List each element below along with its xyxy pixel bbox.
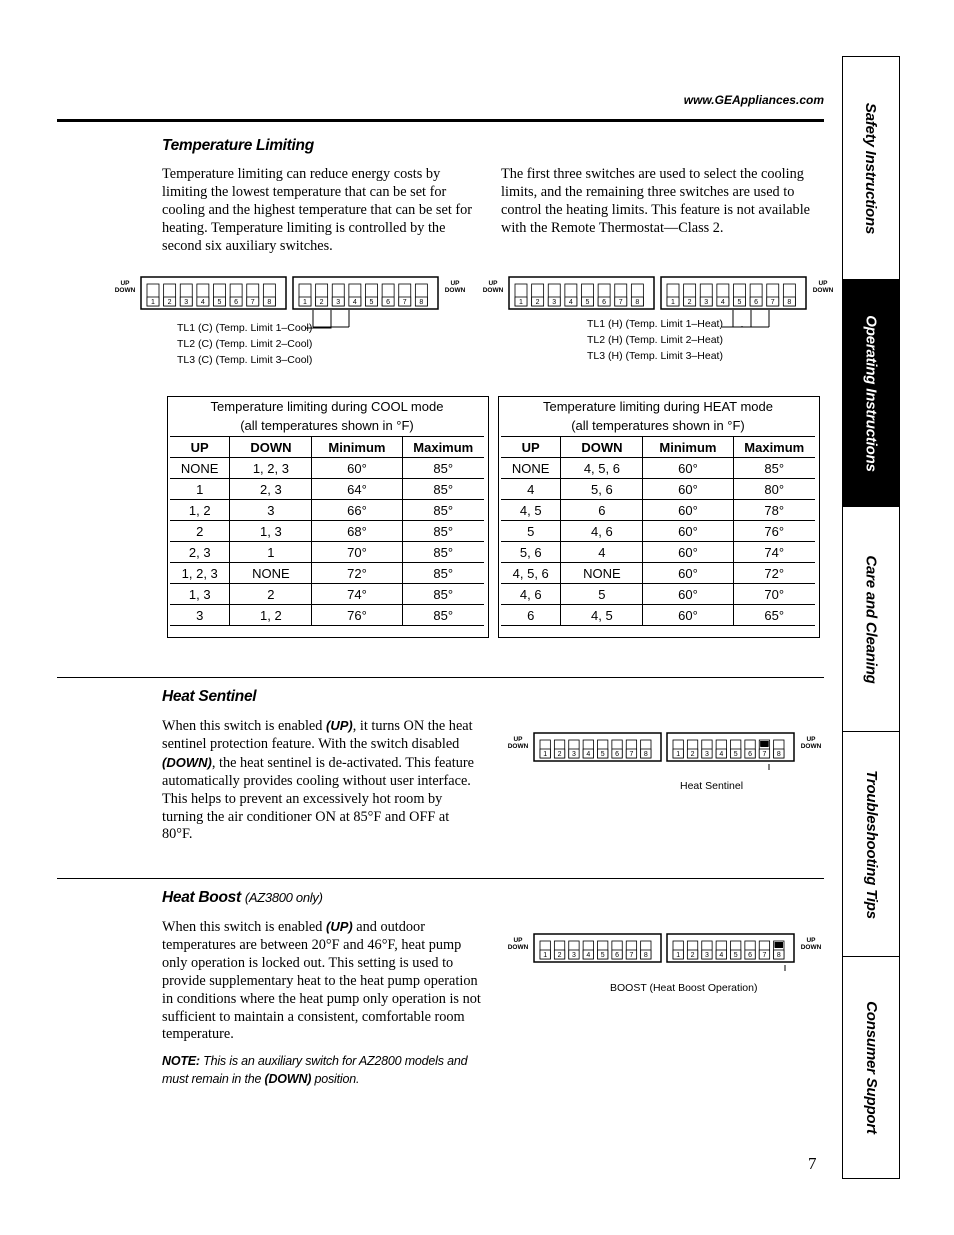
dip-switch-number: 7 — [618, 299, 623, 306]
dip-switch-number: 7 — [762, 952, 767, 959]
table-cell: 3 — [230, 500, 312, 521]
dip-switch-number: 1 — [519, 299, 523, 306]
table-row — [501, 458, 815, 479]
table-cell: 74° — [312, 584, 402, 605]
dip-switch-number: 3 — [571, 751, 576, 758]
table-cell: 66° — [312, 500, 402, 521]
table-cell: 1, 2, 3 — [230, 458, 312, 479]
table-cell: 85° — [402, 605, 484, 626]
dip-switch-number: 7 — [770, 299, 775, 306]
table-cell: 65° — [733, 605, 815, 626]
svg-text:DOWN: DOWN — [800, 944, 822, 951]
table-row — [170, 479, 484, 500]
heat-callout-bracket — [722, 326, 762, 366]
svg-text:DOWN: DOWN — [114, 287, 136, 294]
table-cell: 4, 5 — [561, 605, 643, 626]
table-cell: 1, 2, 3 — [170, 563, 230, 584]
table-cell: 76° — [733, 521, 815, 542]
dip-switch-number: 5 — [585, 299, 590, 306]
dip-switch-number: 1 — [543, 751, 548, 758]
table-header-cell: DOWN — [230, 437, 312, 458]
svg-text:DOWN: DOWN — [800, 743, 822, 750]
svg-text:UP: UP — [513, 937, 523, 944]
dip-switch-number: 1 — [543, 952, 548, 959]
svg-text:UP: UP — [488, 280, 498, 287]
table-row — [501, 542, 815, 563]
up-down-label-left — [508, 736, 529, 750]
table-cell: 85° — [402, 479, 484, 500]
table-cell: NONE — [501, 458, 561, 479]
table-cell: 2 — [230, 584, 312, 605]
dip-bank-2 — [293, 277, 438, 309]
dip-switch-number: 4 — [200, 299, 205, 306]
table-cell: 5, 6 — [561, 479, 643, 500]
side-tab-column — [842, 56, 900, 1179]
heat-boost-text: When this switch is enabled (UP) and outdoor temperatures are between 20°F and 46°F, heat pump only operation is locked out. This setting is used to provide supplementary heat to the heat pump operation in conditions where the heat pump only operation is not sufficient to maintain a consistent, comfortable room temperature. — [162, 919, 481, 1043]
table-cell: 85° — [402, 542, 484, 563]
dip-bank-2 — [667, 934, 794, 962]
table-cell: 2, 3 — [230, 479, 312, 500]
table-cell: 6 — [501, 605, 561, 626]
dip-bank-1 — [534, 733, 661, 761]
table-cell: 60° — [643, 605, 733, 626]
callout-tl3-heat: TL3 (H) (Temp. Limit 3–Heat) — [587, 350, 723, 362]
table-cell: 1, 2 — [170, 500, 230, 521]
dip-switch-number: 5 — [600, 952, 605, 959]
dip-bank-2 — [667, 733, 794, 761]
table-cell: 4, 5, 6 — [561, 458, 643, 479]
dip-switch-number: 4 — [719, 751, 724, 758]
table-header-cell: Minimum — [643, 437, 733, 458]
dip-switch-number: 4 — [719, 952, 724, 959]
dip-switch-number: 1 — [303, 299, 307, 306]
dip-switch-number: 1 — [671, 299, 675, 306]
table-cell: 85° — [402, 584, 484, 605]
up-down-label-right — [801, 937, 822, 951]
table-cell: 85° — [733, 458, 815, 479]
cool-table-caption-2: (all temperatures shown in °F) — [240, 418, 414, 433]
header-rule — [57, 119, 824, 122]
dip-switch-number: 8 — [776, 952, 781, 959]
dip-switch-number: 3 — [571, 952, 576, 959]
dip-switch-number: 6 — [748, 751, 753, 758]
up-down-label-left — [508, 937, 529, 951]
table-header-cell: Minimum — [312, 437, 402, 458]
table-cell: 68° — [312, 521, 402, 542]
dip-switch-number: 5 — [600, 751, 605, 758]
table-cell: 85° — [402, 500, 484, 521]
table-header-cell: DOWN — [561, 437, 643, 458]
section-divider-2 — [57, 878, 824, 879]
svg-text:DOWN: DOWN — [507, 743, 529, 750]
table-cell: 3 — [170, 605, 230, 626]
table-cell: NONE — [170, 458, 230, 479]
tab-troubleshooting-tips[interactable]: Troubleshooting Tips — [843, 732, 899, 957]
table-cell: 2, 3 — [170, 542, 230, 563]
dip-switch-number: 6 — [615, 751, 620, 758]
table-cell: 74° — [733, 542, 815, 563]
callout-tl2-cool: TL2 (C) (Temp. Limit 2–Cool) — [177, 338, 313, 350]
dip-switch-number: 5 — [733, 751, 738, 758]
dip-switch-number: 1 — [151, 299, 155, 306]
table-cell: 85° — [402, 563, 484, 584]
dip-switch-number: 8 — [776, 751, 781, 758]
table-row — [170, 605, 484, 626]
dip-switch-number: 5 — [217, 299, 222, 306]
dip-switch-number: 6 — [748, 952, 753, 959]
cool-mode-table — [170, 396, 484, 626]
table-cell: 72° — [312, 563, 402, 584]
dip-switch-number: 6 — [754, 299, 759, 306]
table-cell: 60° — [312, 458, 402, 479]
heat-boost-heading: Heat Boost (AZ3800 only) — [162, 889, 323, 906]
page-number: 7 — [808, 1154, 817, 1173]
table-cell: 1, 3 — [170, 584, 230, 605]
table-cell: 5 — [561, 584, 643, 605]
table-row — [170, 500, 484, 521]
table-cell: 76° — [312, 605, 402, 626]
dip-switch-diagram-cool — [110, 274, 472, 334]
heat-boost-note: NOTE: This is an auxiliary switch for AZ2800 models and must remain in the (DOWN) position. — [162, 1054, 468, 1086]
dip-switch-number: 3 — [704, 952, 709, 959]
dip-switch-number: 2 — [557, 751, 562, 758]
svg-text:DOWN: DOWN — [444, 287, 466, 294]
up-down-label-left — [115, 280, 136, 294]
table-cell: 80° — [733, 479, 815, 500]
callout-tl1-heat: TL1 (H) (Temp. Limit 1–Heat) — [587, 318, 723, 330]
table-row — [170, 563, 484, 584]
dip-switch-number: 6 — [602, 299, 607, 306]
table-cell: 60° — [643, 500, 733, 521]
dip-switch-number: 4 — [352, 299, 357, 306]
dip-switch-number: 8 — [643, 952, 648, 959]
dip-bank-1 — [141, 277, 286, 309]
dip-switch-number: 5 — [737, 299, 742, 306]
table-row — [501, 563, 815, 584]
dip-switch-number: 2 — [690, 751, 695, 758]
dip-switch-number: 1 — [676, 952, 681, 959]
dip-switch-number: 3 — [704, 299, 709, 306]
table-cell: 4, 6 — [501, 584, 561, 605]
table-cell: 5 — [501, 521, 561, 542]
cool-callout-bracket — [305, 326, 345, 366]
dip-switch-number: 8 — [635, 299, 640, 306]
heat-table-caption-2: (all temperatures shown in °F) — [571, 418, 745, 433]
table-cell: NONE — [561, 563, 643, 584]
table-row — [170, 584, 484, 605]
table-header-cell: UP — [501, 437, 561, 458]
dip-switch-number: 7 — [629, 952, 634, 959]
dip-switch-number: 2 — [557, 952, 562, 959]
table-row — [501, 500, 815, 521]
tab-consumer-support[interactable]: Consumer Support — [862, 1001, 880, 1134]
dip-switch-number: 4 — [568, 299, 573, 306]
section-divider-1 — [57, 677, 824, 678]
table-row — [170, 542, 484, 563]
heat-sentinel-callout: Heat Sentinel — [680, 780, 744, 792]
dip-switch-diagram-heat — [478, 274, 840, 334]
up-down-label-left — [483, 280, 504, 294]
dip-switch-number: 8 — [787, 299, 792, 306]
table-cell: 85° — [402, 521, 484, 542]
dip-bank-2 — [661, 277, 806, 309]
svg-text:UP: UP — [806, 736, 816, 743]
dip-switch-number: 4 — [586, 952, 591, 959]
dip-switch-number: 6 — [615, 952, 620, 959]
dip-switch-number: 2 — [167, 299, 172, 306]
dip-switch-diagram-heat-boost — [503, 931, 823, 971]
table-row — [170, 521, 484, 542]
svg-text:UP: UP — [120, 280, 130, 287]
dip-switch-number: 3 — [704, 751, 709, 758]
tab-safety-instructions[interactable]: Safety Instructions — [843, 57, 899, 280]
up-down-label-right — [801, 736, 822, 750]
dip-switch-number: 7 — [402, 299, 407, 306]
dip-switch-number: 6 — [234, 299, 239, 306]
dip-bank-1 — [509, 277, 654, 309]
table-header-cell: Maximum — [402, 437, 484, 458]
heat-mode-table — [501, 396, 815, 626]
svg-text:UP: UP — [513, 736, 523, 743]
table-header-cell: Maximum — [733, 437, 815, 458]
table-cell: 1, 2 — [230, 605, 312, 626]
svg-text:DOWN: DOWN — [812, 287, 834, 294]
table-cell: 4 — [561, 542, 643, 563]
dip-switch-number: 3 — [184, 299, 189, 306]
svg-text:UP: UP — [818, 280, 828, 287]
dip-switch-number: 2 — [687, 299, 692, 306]
heat-boost-model-note: (AZ3800 only) — [244, 890, 323, 905]
temperature-limiting-text-right: The first three switches are used to select the cooling limits, and the remaining three switches are used to control the heating limits. This feature is not available with the Remote Thermostat—Class 2. — [501, 166, 811, 236]
dip-switch-number: 4 — [720, 299, 725, 306]
table-cell: 6 — [561, 500, 643, 521]
table-cell: 70° — [312, 542, 402, 563]
svg-text:UP: UP — [806, 937, 816, 944]
temperature-limiting-heading: Temperature Limiting — [162, 137, 314, 154]
dip-switch-number: 7 — [250, 299, 255, 306]
table-cell: 1, 3 — [230, 521, 312, 542]
dip-switch-diagram-heat-sentinel — [503, 730, 823, 770]
dip-switch-number: 2 — [535, 299, 540, 306]
table-cell: 85° — [402, 458, 484, 479]
svg-text:UP: UP — [450, 280, 460, 287]
table-header-cell: UP — [170, 437, 230, 458]
callout-tl2-heat: TL2 (H) (Temp. Limit 2–Heat) — [587, 334, 723, 346]
table-cell: 4, 6 — [561, 521, 643, 542]
callout-tl1-cool: TL1 (C) (Temp. Limit 1–Cool) — [177, 322, 313, 334]
heat-table-caption-1: Temperature limiting during HEAT mode — [542, 399, 773, 414]
website-url: www.GEAppliances.com — [683, 93, 824, 107]
table-cell: 70° — [733, 584, 815, 605]
table-cell: 1 — [170, 479, 230, 500]
heat-boost-callout: BOOST (Heat Boost Operation) — [610, 982, 758, 994]
dip-switch-number: 2 — [690, 952, 695, 959]
svg-text:DOWN: DOWN — [507, 944, 529, 951]
tab-care-and-cleaning[interactable]: Care and Cleaning — [843, 507, 899, 732]
table-row — [501, 479, 815, 500]
dip-switch-number: 4 — [586, 751, 591, 758]
table-cell: 60° — [643, 458, 733, 479]
table-cell: 60° — [643, 479, 733, 500]
dip-switch-number: 5 — [733, 952, 738, 959]
table-cell: 60° — [643, 584, 733, 605]
table-cell: 5, 6 — [501, 542, 561, 563]
table-cell: 1 — [230, 542, 312, 563]
table-cell: 4 — [501, 479, 561, 500]
tab-operating-instructions[interactable]: Operating Instructions — [843, 280, 899, 507]
table-cell: 60° — [643, 521, 733, 542]
table-cell: 2 — [170, 521, 230, 542]
heat-sentinel-text: When this switch is enabled (UP), it turns ON the heat sentinel protection feature. With the switch disabled (DOWN), the heat sentinel is de-activated. This feature automatically provides cooling without user interface. This helps to prevent an excessively hot room by turning the air conditioner ON at 85°F and OFF at 80°F. — [162, 718, 474, 843]
table-cell: 4, 5 — [501, 500, 561, 521]
dip-switch-number: 5 — [369, 299, 374, 306]
table-cell: 60° — [643, 542, 733, 563]
dip-switch-number: 7 — [762, 751, 767, 758]
table-cell: 4, 5, 6 — [501, 563, 561, 584]
dip-switch-number: 6 — [386, 299, 391, 306]
temperature-limiting-text-left: Temperature limiting can reduce energy costs by limiting the lowest temperature that can be set for cooling and the highest temperature that can be set for heating. Temperature limiting is controlled by the second six auxiliary switches. — [162, 166, 473, 254]
table-cell: 72° — [733, 563, 815, 584]
dip-switch-number: 8 — [267, 299, 272, 306]
table-cell: 78° — [733, 500, 815, 521]
table-cell: NONE — [230, 563, 312, 584]
dip-switch-number: 2 — [319, 299, 324, 306]
table-row — [501, 584, 815, 605]
dip-switch-number: 8 — [419, 299, 424, 306]
up-down-label-right — [813, 280, 834, 294]
table-cell: 64° — [312, 479, 402, 500]
table-row — [501, 521, 815, 542]
dip-switch-number: 3 — [552, 299, 557, 306]
dip-switch-number: 3 — [336, 299, 341, 306]
table-cell: 60° — [643, 563, 733, 584]
cool-table-caption-1: Temperature limiting during COOL mode — [210, 399, 444, 414]
dip-bank-1 — [534, 934, 661, 962]
callout-tl3-cool: TL3 (C) (Temp. Limit 3–Cool) — [177, 354, 313, 366]
svg-text:DOWN: DOWN — [482, 287, 504, 294]
dip-switch-number: 7 — [629, 751, 634, 758]
dip-switch-number: 8 — [643, 751, 648, 758]
table-row — [170, 458, 484, 479]
table-row — [501, 605, 815, 626]
heat-sentinel-heading: Heat Sentinel — [162, 688, 257, 705]
dip-switch-number: 1 — [676, 751, 681, 758]
up-down-label-right — [445, 280, 466, 294]
